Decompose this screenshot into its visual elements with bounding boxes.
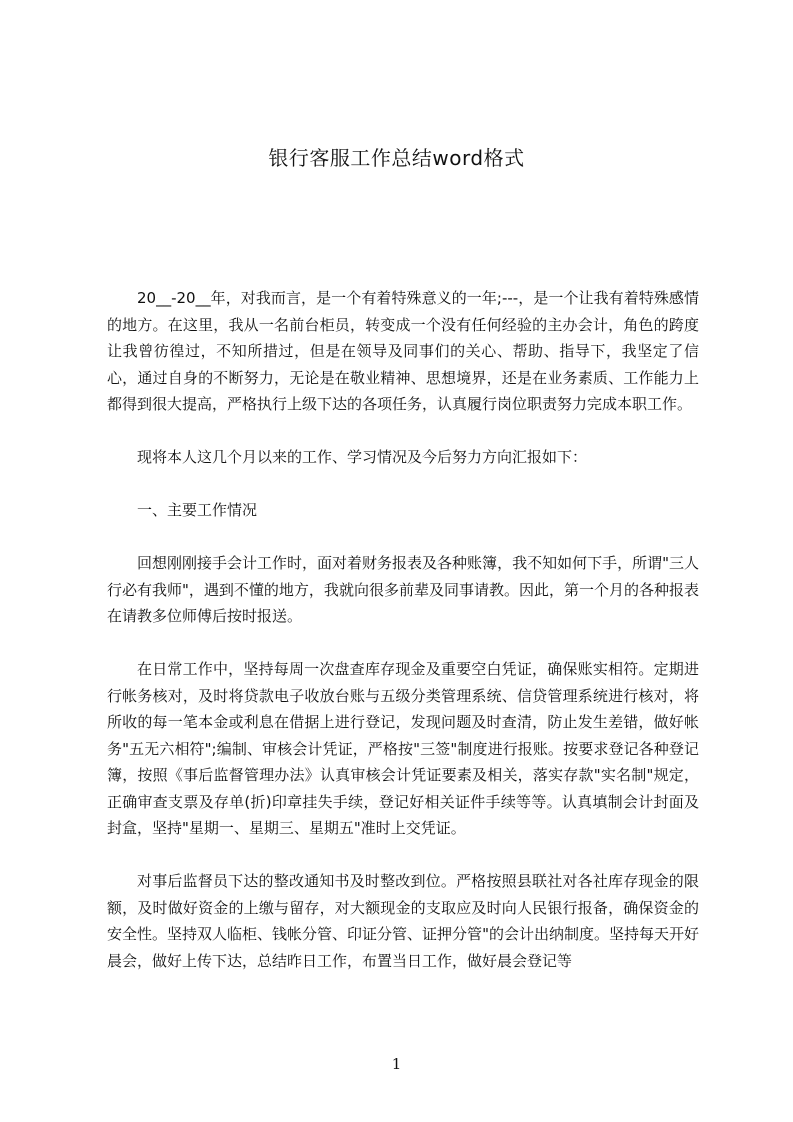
paragraph-report-lead: 现将本人这几个月以来的工作、学习情况及今后努力方向汇报如下： [137, 448, 588, 466]
paragraph-intro: 20__-20__年，对我而言，是一个有着特殊意义的一年;---，是一个让我有着特殊感情的地方。在这里，我从一名前台柜员，转变成一个没有任何经验的主办会计，角色的跨度让我曾彷徨过，不知所措过，但是在领导及同事们的关心、帮助、指导下，我坚定了信心，通过自身的不断努力，无论是在敬业精神、思想境界，还是在业务素质、工作能力上都得到很大提高，严格执行上级下达的各项任务，认真履行岗位职责努力完成本职工作。 [107, 289, 699, 413]
document-title: 银行客服工作总结word格式 [268, 146, 525, 170]
paragraph-supervision: 对事后监督员下达的整改通知书及时整改到位。严格按照县联社对各社库存现金的限额，及时做好资金的上缴与留存，对大额现金的支取应及时向人民银行报备，确保资金的安全性。坚持双人临柜、钱帐分管、印证分管、证押分管"的会计出纳制度。坚持每天开好晨会，做好上传下达，总结昨日工作，布置当日工作，做好晨会登记等 [107, 872, 699, 970]
section-heading-main-work: 一、主要工作情况 [137, 501, 258, 519]
document-body [107, 285, 699, 1001]
paragraph-daily-work: 在日常工作中，坚持每周一次盘查库存现金及重要空白凭证，确保账实相符。定期进行帐务核对，及时将贷款电子收放台账与五级分类管理系统、信贷管理系统进行核对，将所收的每一笔本金或利息在借据上进行登记，发现问题及时查清，防止发生差错，做好帐务"五无六相符";编制、审核会计凭证，严格按"三签"制度进行报账。按要求登记各种登记簿，按照《事后监督管理办法》认真审核会计凭证要素及相关，落实存款"实名制"规定，正确审查支票及存单(折)印章挂失手续，登记好相关证件手续等等。认真填制会计封面及封盒，坚持"星期一、星期三、星期五"准时上交凭证。 [107, 660, 699, 837]
paragraph-learning: 回想刚刚接手会计工作时，面对着财务报表及各种账簿，我不知如何下手，所谓"三人行必有我师"，遇到不懂的地方，我就向很多前辈及同事请教。因此，第一个月的各种报表在请教多位师傅后按时报送。 [107, 554, 699, 625]
page-number: 1 [391, 1055, 402, 1073]
